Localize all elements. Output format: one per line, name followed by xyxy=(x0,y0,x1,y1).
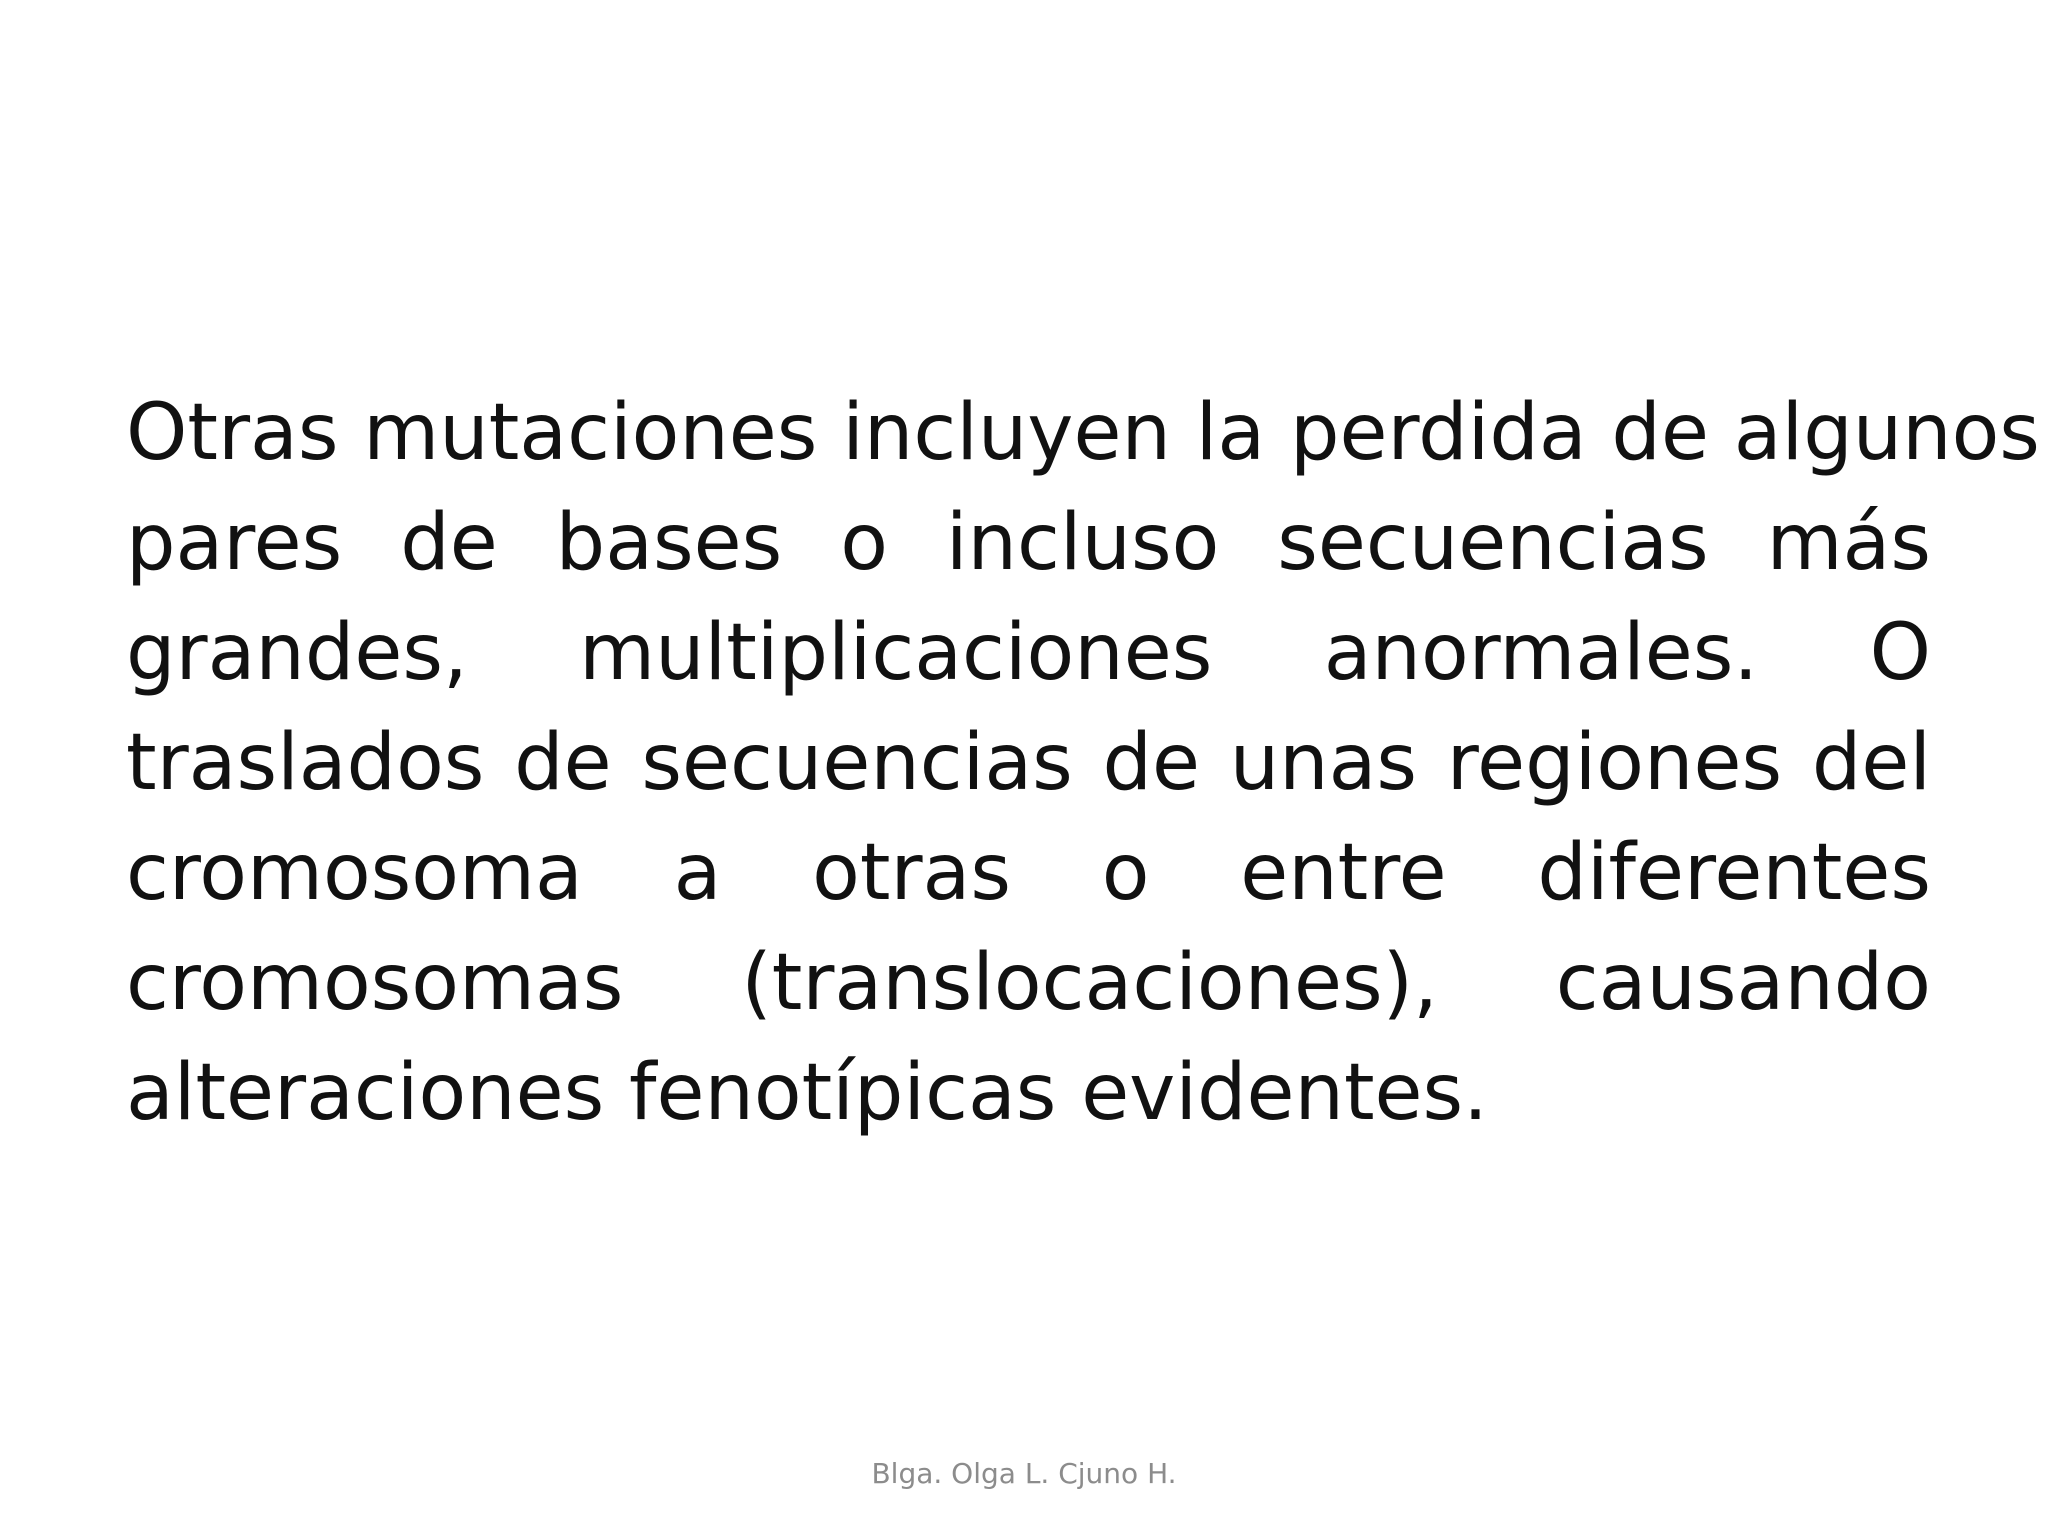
body-line: alteraciones fenotípicas evidentes. xyxy=(126,1048,1488,1138)
body-line: traslados de secuencias de unas regiones del xyxy=(126,718,1931,808)
slide-body-text xyxy=(126,378,2040,1148)
body-line: cromosomas (translocaciones), causando xyxy=(126,938,1931,1028)
body-line: Otras mutaciones incluyen la perdida de algunos xyxy=(126,388,2040,478)
slide-footer-author: Blga. Olga L. Cjuno H. xyxy=(871,1457,1177,1490)
body-line: grandes, multiplicaciones anormales. O xyxy=(126,608,1931,698)
body-line: pares de bases o incluso secuencias más xyxy=(126,498,1931,588)
body-line: cromosoma a otras o entre diferentes xyxy=(126,828,1931,918)
